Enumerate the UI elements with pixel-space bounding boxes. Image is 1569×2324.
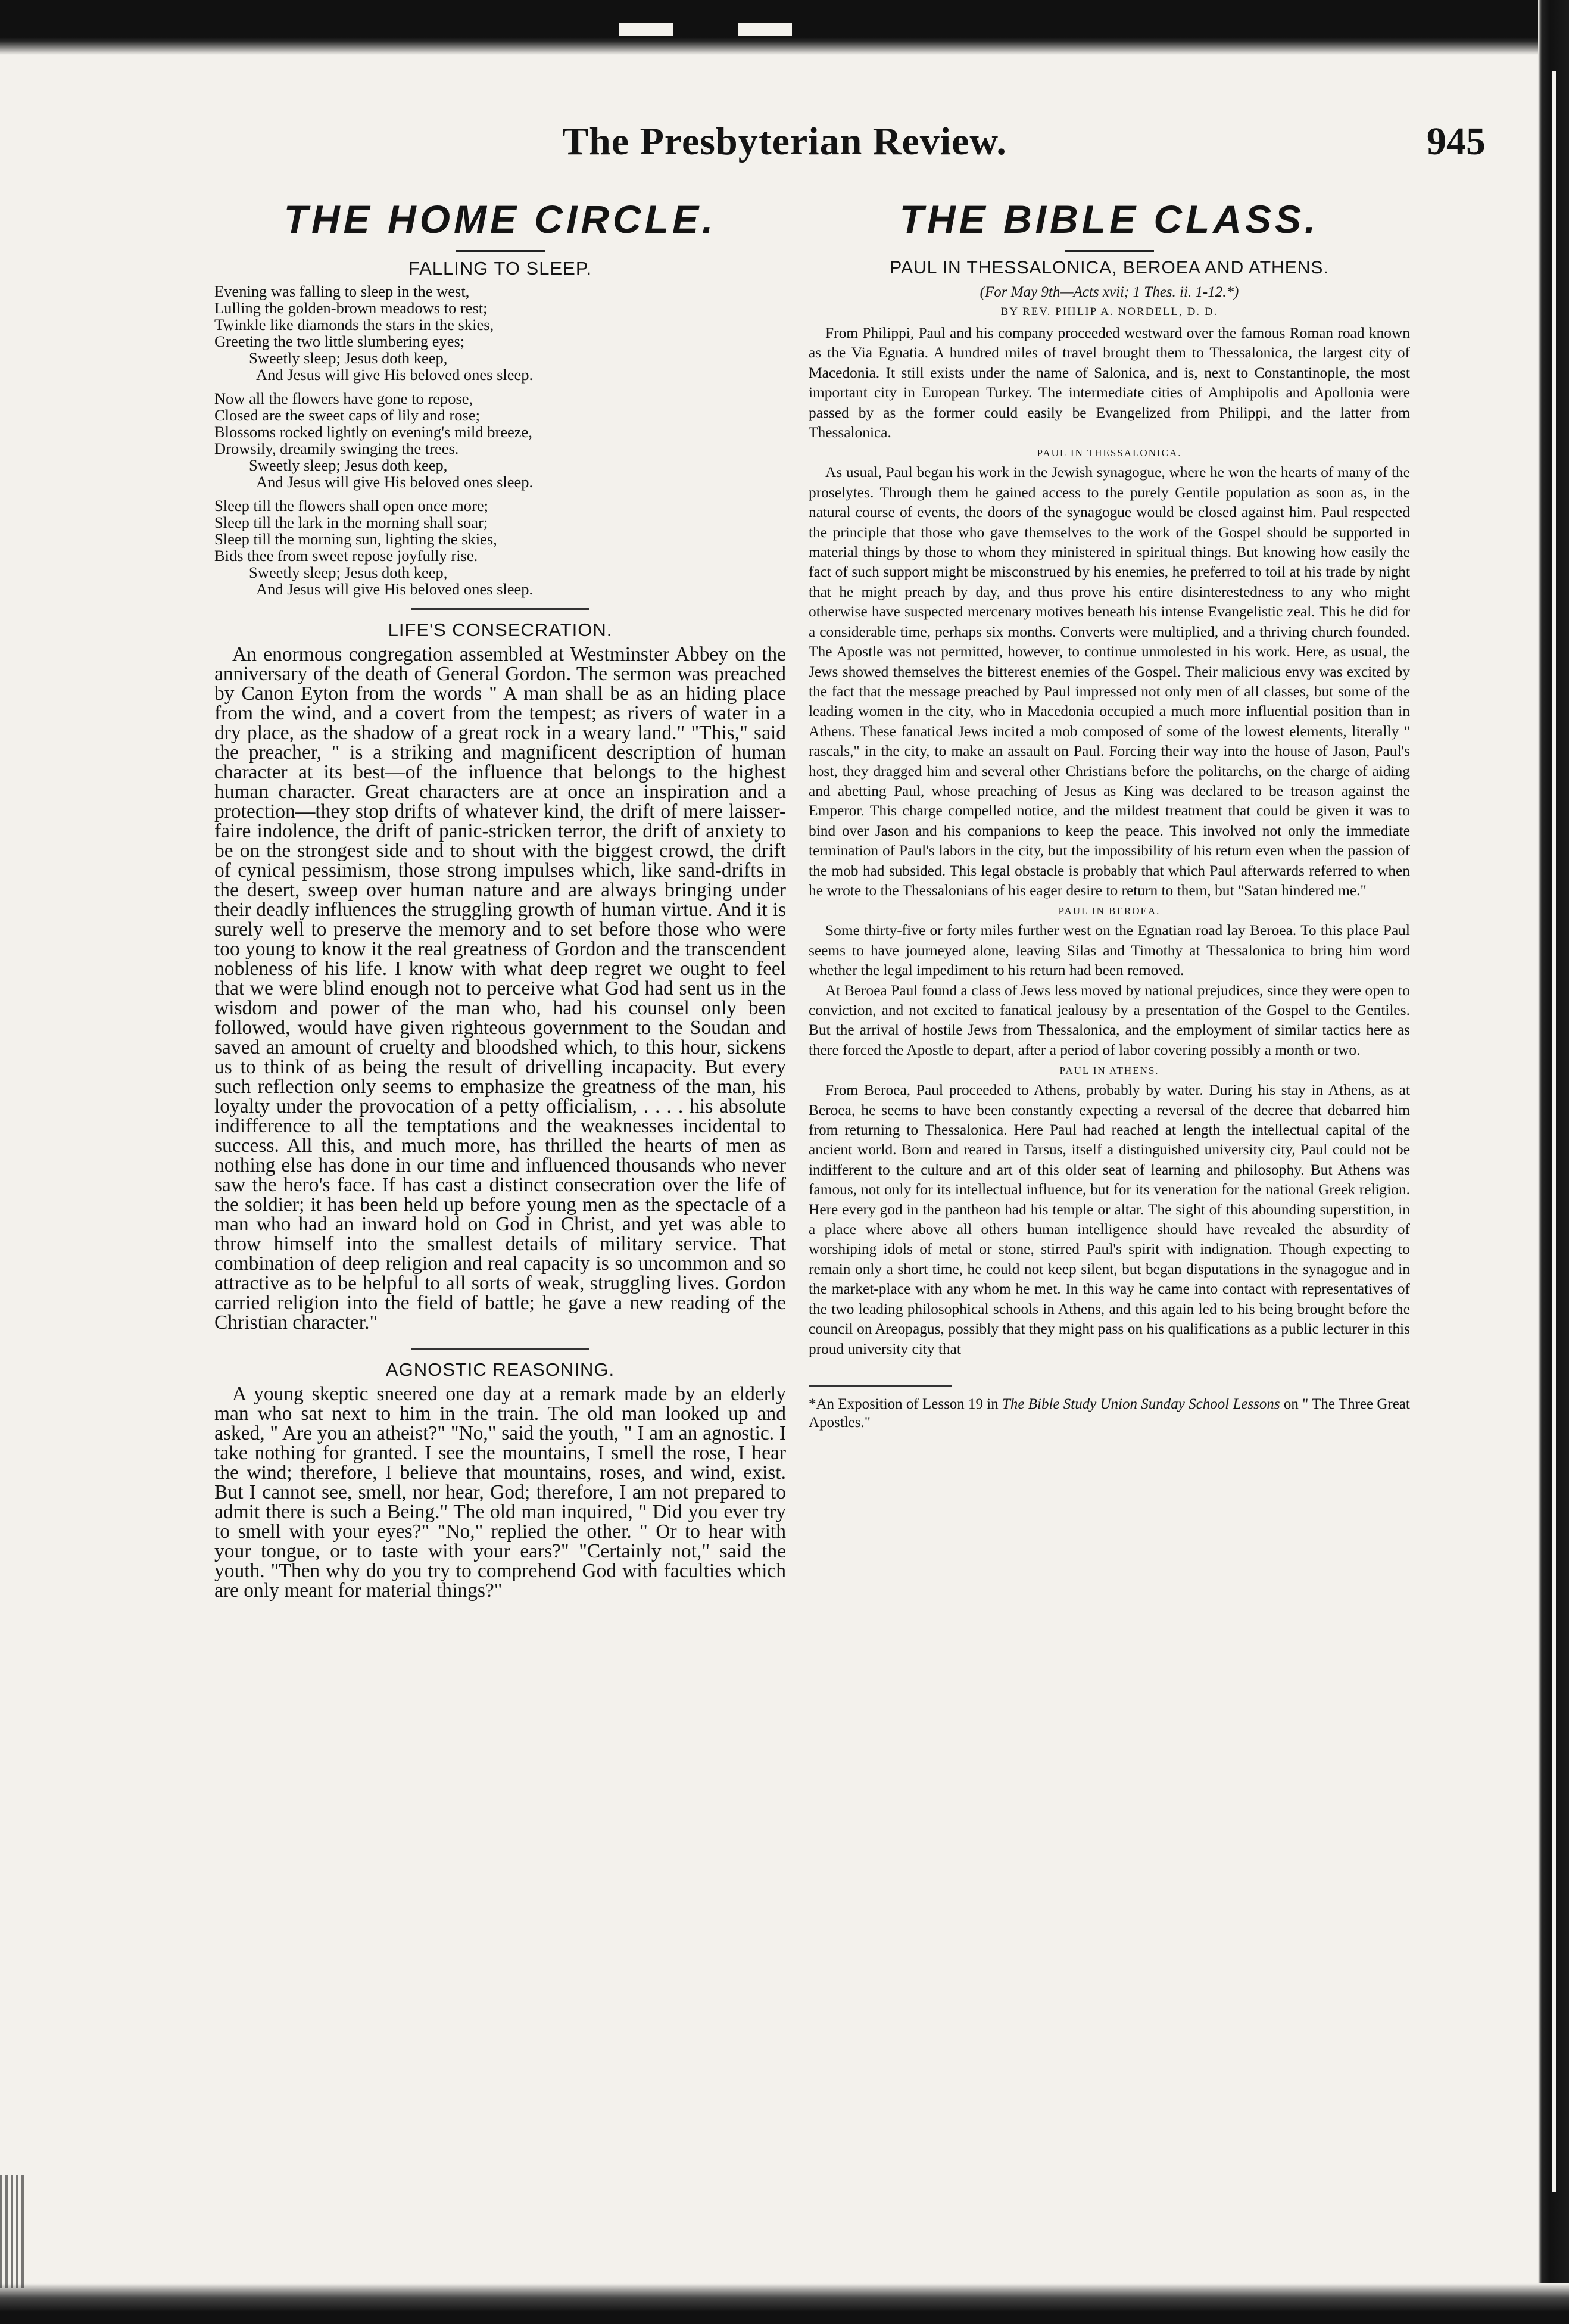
heading-rule xyxy=(456,250,545,252)
page-number: 945 xyxy=(1427,120,1486,163)
footnote-series-title: The Bible Study Union Sunday School Lessons xyxy=(1002,1395,1280,1412)
section-subheading: PAUL IN BEROEA. xyxy=(1058,905,1161,917)
footnote-suffix: on " The Three Great Apostles." xyxy=(809,1395,1410,1431)
article-title-lifes-consecration: LIFE'S CONSECRATION. xyxy=(388,619,613,640)
section-paragraph: Some thirty-five or forty miles further west on the Egnatian road lay Beroea. To this place Paul seems to have journeyed alone, leaving Silas and Timothy at Thessalonica to bring him word whether the legal impediment to his return had been removed. xyxy=(809,922,1410,979)
poem-line: Drowsily, dreamily swinging the trees. xyxy=(214,440,459,457)
poem-stanza xyxy=(214,497,786,597)
article-body-agnostic-reasoning: A young skeptic sneered one day at a remark made by an elderly man who sat next to him in the train. The old man looked up and asked, " Are you an atheist?" "No," said the youth, " I am an agnostic. I take nothing for granted. I see the mountains, I smell the rose, I hear the wind; therefore, I believe that mountains, roses, and wind, exist. But I cannot see, smell, nor hear, God; therefore, I am not prepared to admit there is such a Being." The old man inquired, " Did you ever try to smell with your eyes?" "No," replied the other. " Or to hear with your tongue, or to taste with your ears?" "Certainly not," said the youth. "Then why do you try to comprehend God with faculties which are only meant for material things?" xyxy=(214,1383,786,1602)
poem-line: Sleep till the morning sun, lighting the skies, xyxy=(214,530,497,548)
poem-line: Evening was falling to sleep in the west, xyxy=(214,282,470,300)
poem-line: Closed are the sweet caps of lily and rose; xyxy=(214,406,480,424)
poem-title: FALLING TO SLEEP. xyxy=(408,258,592,279)
poem xyxy=(214,283,786,597)
section-subheading: PAUL IN THESSALONICA. xyxy=(1037,447,1182,459)
department-heading-bible-class: THE BIBLE CLASS. xyxy=(899,197,1320,241)
section-rule xyxy=(411,608,589,610)
right-edge-scan-artifact xyxy=(1538,0,1569,2324)
department-heading-home-circle: THE HOME CIRCLE. xyxy=(283,197,717,241)
footnote-rule xyxy=(809,1385,952,1387)
poem-line: Twinkle like diamonds the stars in the skies, xyxy=(214,316,494,334)
footnote-prefix: *An Exposition of Lesson 19 in xyxy=(809,1395,1002,1412)
poem-refrain-line: Sweetly sleep; Jesus doth keep, xyxy=(249,349,448,367)
section-paragraph: At Beroea Paul found a class of Jews less moved by national prejudices, since they were open to conviction, and not excited to fanatical jealousy by a presentation of the Gospel to the Gentiles. But the arrival of hostile Jews from Thessalonica, and the employment of similar tactics here as there forced the Apostle to depart, after a period of labor covering possibly a month or two. xyxy=(809,982,1410,1058)
heading-rule xyxy=(1065,250,1154,252)
left-edge-scan-artifact xyxy=(0,2175,24,2288)
poem-refrain-line: And Jesus will give His beloved ones sleep. xyxy=(256,366,534,384)
lesson-intro: From Philippi, Paul and his company proceeded westward over the famous Roman road known as the Via Egnatia. A hundred miles of travel brought them to Thessalonica, the largest city of Macedonia. It still exists under the name of Salonica, and is, next to Constantinople, the most important city in European Turkey. The intermediate cities of Amphipolis and Apollonia were passed by as the former could easily be Evangelized from Philippi, and the latter from Thessalonica. xyxy=(809,325,1410,441)
masthead xyxy=(0,119,1569,173)
poem-stanza xyxy=(214,390,786,490)
section-subheading: PAUL IN ATHENS. xyxy=(1059,1065,1159,1077)
bottom-edge-scan-artifact xyxy=(0,2283,1569,2324)
publication-title: The Presbyterian Review. xyxy=(562,120,1007,163)
poem-line: Bids thee from sweet repose joyfully rise. xyxy=(214,547,478,565)
poem-refrain-line: And Jesus will give His beloved ones sleep. xyxy=(256,473,534,491)
poem-line: Now all the flowers have gone to repose, xyxy=(214,390,473,407)
poem-line: Greeting the two little slumbering eyes; xyxy=(214,332,465,350)
home-circle-column xyxy=(214,197,786,1600)
section-rule xyxy=(411,1348,589,1350)
article-title-agnostic-reasoning: AGNOSTIC REASONING. xyxy=(385,1359,615,1380)
poem-line: Sleep till the flowers shall open once more; xyxy=(214,497,488,515)
author-byline: BY REV. PHILIP A. NORDELL, D. D. xyxy=(1000,306,1218,318)
article-body-lifes-consecration: An enormous congregation assembled at Westminster Abbey on the anniversary of the death of General Gordon. The sermon was preached by Canon Eyton from the words " A man shall be as an hiding place from the wind, and a covert from the tempest; as rivers of water in a dry place, as the shadow of a great rock in a weary land." "This," said the preacher, " is a striking and magnificent description of human character at its best—of the influence that belongs to the highest human character. Great characters are at once an inspiration and a protection—they stop drifts of whatever kind, the drift of mere laisser-faire indolence, the drift of panic-stricken terror, the drift of anxiety to be on the strongest side and to shout with the biggest crowd, the drift of cynical pessimism, those strong impulses which, like sand-drifts in the desert, sweep over human nature and are always bringing under their deadly influences the struggling growth of human virtue. And it is surely well to preserve the memory and to set before those who were too young to know it the real greatness of Gordon and the transcendent nobleness of his life. I know with what deep regret we ought to feel that we were blind enough not to perceive what God had sent us in the wisdom and power of the man who, had his counsel only been followed, would have given righteous government to the Soudan and saved an amount of cruelty and bloodshed which, to this hour, sickens us to think of as being the result of drivelling incapacity. But every such reflection only seems to emphasize the greatness of the man, his loyalty under the provocation of a petty officialism, . . . . his absolute indifference to all the temptations and the weaknesses incidental to success. All this, and much more, has thrilled the hearts of men as nothing else has done in our time and influenced thousands who never saw the hero's face. If has cast a distinct consecration over the life of the soldier; it has been held up before young men as the spectacle of a man who had an inward hold on God in Christ, and yet was able to throw himself into the smallest details of military service. That combination of deep religion and real capacity is so uncommon and so attractive as to be helpful to all sorts of weak, struggling lives. Gordon carried religion into the field of battle; he gave a new reading of the Christian character." xyxy=(214,643,786,1334)
poem-line: Sleep till the lark in the morning shall soar; xyxy=(214,513,488,531)
poem-refrain-line: And Jesus will give His beloved ones sleep. xyxy=(256,580,534,598)
top-edge-scan-artifact xyxy=(0,0,1569,55)
lesson-reference: (For May 9th—Acts xvii; 1 Thes. ii. 1-12.*) xyxy=(980,284,1239,300)
lesson-sections xyxy=(809,447,1410,1359)
poem-refrain-line: Sweetly sleep; Jesus doth keep, xyxy=(249,563,448,581)
section-paragraph: From Beroea, Paul proceeded to Athens, probably by water. During his stay in Athens, as at Beroea, he seems to have been constantly expecting a reversal of the decree that debarred him from returning to Thessalonica. Here Paul had reached at length the intellectual capital of the ancient world. Born and reared in Tarsus, itself a distinguished university city, Paul could not be indifferent to the culture and art of this older seat of learning and philosophy. But Athens was famous, not only for its intellectual influence, but for its veneration for the national Greek religion. Here every god in the pantheon had his temple or altar. The sight of this abounding superstition, in a place where above all others human intelligence should have revealed the absurdity of worshiping idols of metal or stone, stirred Paul's spirit with indignation. Though expecting to remain only a short time, he could not keep silent, but began disputations in the synagogue and in the market-place with any whom he met. In this way he came into contact with representatives of the two leading philosophical schools in Athens, and this again led to his being brought before the council on Areopagus, possibly that they might pass on his qualifications as a public lecturer in this proud university city that xyxy=(809,1082,1410,1357)
section-paragraph: As usual, Paul began his work in the Jewish synagogue, where he won the hearts of many of the proselytes. Through them he gained access to the purely Gentile population as soon as, in the natural course of events, the doors of the synagogue would be closed against him. Paul respected the principle that those who gave themselves to the work of the Gospel should be supported in material things by those to whom they ministered in spiritual things. But knowing how easily the fact of such support might be misconstrued by his enemies, he preferred to toil at his trade by night that he might preach by day, and thus prove his entire disinterestedness to any who might otherwise have suspected mercenary motives beneath his intense Evangelistic zeal. This he did for a considerable time, perhaps six months. Converts were multiplied, and a thriving church founded. The Apostle was not permitted, however, to continue unmolested in his work. Here, as usual, the Jews showed themselves the bitterest enemies of the Gospel. Their malicious envy was excited by the fact that the message preached by Paul impressed not only men of all classes, but some of the leading women in the city, who in Macedonia occupied a much more influential position than in Athens. These fanatical Jews incited a mob composed of some of the lowest elements, literally " rascals," in the city, to make an assault on Paul. Forcing their way into the house of Jason, Paul's host, they dragged him and several other Christians before the politarchs, on the charge of aiding and abetting Paul, whose preaching of Jesus as King was declared to be treason against the Emperor. This charge compelled notice, and the mildest treatment that could be given it was to bind over Jason and his companions to keep the peace. This involved not only the immediate termination of Paul's labors in the city, but the impossibility of his return even when the passion of the mob had subsided. This legal obstacle is probably that which Paul afterwards referred to when he wrote to the Thessalonians of his eager desire to return to them, but "Satan hindered me." xyxy=(809,464,1410,899)
poem-line: Blossoms rocked lightly on evening's mild breeze, xyxy=(214,423,532,441)
footnote xyxy=(809,1395,1410,1432)
bible-class-column xyxy=(809,197,1410,1432)
poem-refrain-line: Sweetly sleep; Jesus doth keep, xyxy=(249,456,448,474)
lesson-title: PAUL IN THESSALONICA, BEROEA AND ATHENS. xyxy=(890,258,1329,278)
poem-stanza xyxy=(214,283,786,383)
poem-line: Lulling the golden-brown meadows to rest; xyxy=(214,299,488,317)
